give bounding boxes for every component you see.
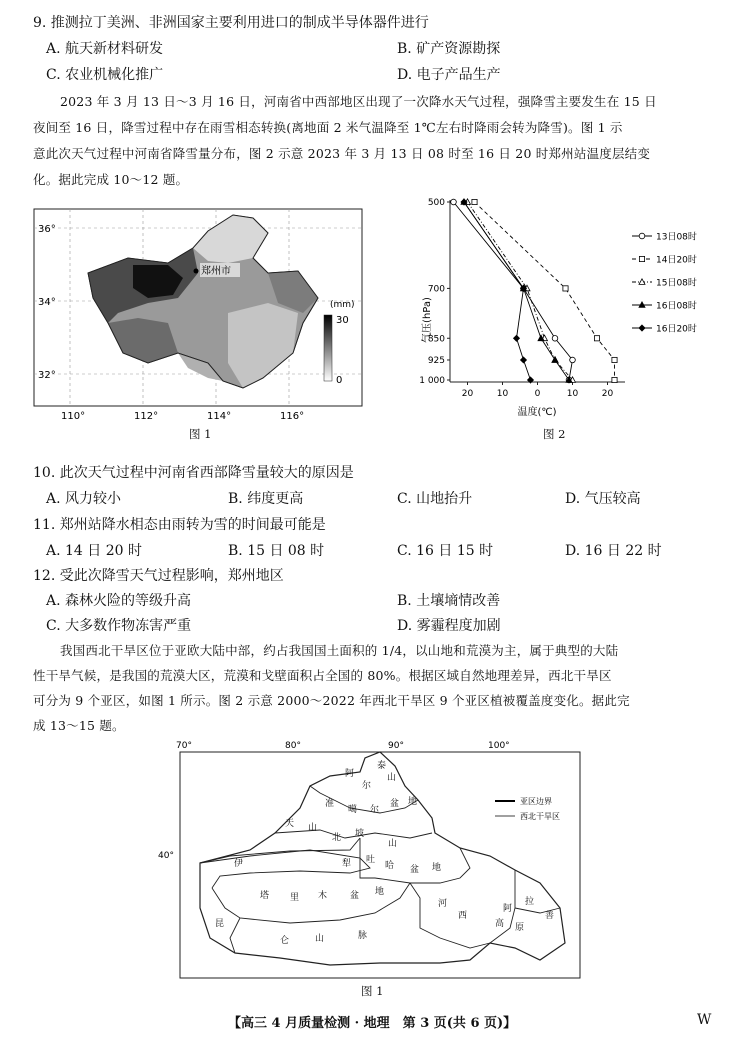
region-char: 泰 (377, 761, 387, 771)
q10-option-d: D. 气压较高 (565, 491, 641, 507)
region-char: 尔 (370, 805, 380, 815)
q10-option-a: A. 风力较小 (46, 491, 122, 507)
y-tick-label: 850 (427, 334, 445, 345)
legend-label: 14日20时 (656, 255, 697, 266)
lon-label-80: 80° (285, 741, 301, 751)
x-tick-label: 0 (534, 389, 541, 399)
q9-option-a: A. 航天新材料研发 (46, 41, 164, 57)
data-point (639, 256, 644, 261)
region-char: 地 (432, 863, 442, 873)
q12-option-b: B. 土壤墒情改善 (397, 593, 501, 609)
q9-option-b: B. 矿产资源勘探 (397, 41, 501, 57)
lat-label-36: 36° (38, 224, 56, 235)
page-footer: 【高三 4 月质量检测 · 地理 第 3 页(共 6 页)】 (228, 1016, 517, 1031)
data-point (639, 233, 645, 239)
lon-label-112: 112° (134, 411, 159, 422)
passage2-line1: 我国西北干旱区位于亚欧大陆中部，约占我国国土面积的 1/4，以山地和荒漠为主，属于典型的大陆 (60, 643, 619, 658)
q11-option-b: B. 15 日 08 时 (228, 543, 325, 559)
region-char: 尔 (362, 781, 372, 791)
lon-label-100: 100° (488, 741, 510, 751)
henan-snowfall-map (28, 203, 368, 425)
lat-label-34: 34° (38, 297, 56, 308)
region-char: 噶 (348, 805, 358, 815)
region-char: 高 (495, 919, 505, 929)
region-char: 阿 (345, 769, 355, 779)
passage1-line4: 化。据此完成 10～12 题。 (33, 172, 189, 187)
data-point (639, 325, 645, 331)
fig2-caption: 图 2 (543, 427, 566, 441)
region-char: 吐 (366, 855, 376, 865)
legend-min: 0 (336, 375, 343, 386)
y-axis-title: 气压(hPa) (422, 297, 433, 343)
lon-label-110: 110° (61, 411, 86, 422)
region-char: 哈 (385, 861, 395, 871)
temperature-profile-chart (400, 192, 730, 424)
lon-label-114: 114° (207, 411, 232, 422)
region-char: 拉 (525, 897, 535, 907)
q11-option-d: D. 16 日 22 时 (565, 543, 662, 559)
region-char: 河 (438, 899, 448, 909)
zhengzhou-dot (194, 269, 199, 274)
passage1-line1: 2023 年 3 月 13 日～3 月 16 日，河南省中西部地区出现了一次降水天气过程，强降雪主要发生在 15 日 (60, 94, 657, 109)
passage2-line3: 可分为 9 个亚区，如图 1 所示。图 2 示意 2000～2022 年西北干旱区 9 个亚区植被覆盖度变化。据此完 (33, 693, 630, 708)
region-char: 里 (290, 893, 300, 903)
region-char: 山 (308, 823, 318, 833)
y-tick-label: 700 (427, 284, 445, 295)
legend-label: 15日08时 (656, 278, 697, 289)
q9-option-d: D. 电子产品生产 (397, 67, 501, 83)
q9-stem: 9. 推测拉丁美洲、非洲国家主要利用进口的制成半导体器件进行 (33, 15, 429, 31)
region-char: 阿 (503, 904, 513, 914)
region-char: 山 (388, 839, 398, 849)
y-tick-label: 925 (427, 355, 445, 366)
fig1-caption: 图 1 (189, 427, 212, 441)
legend-region-label: 西北干旱区 (520, 812, 560, 821)
y-tick-label: 1 000 (419, 376, 445, 386)
region-char: 木 (318, 891, 328, 901)
q12-option-d: D. 雾霾程度加剧 (397, 618, 501, 634)
region-char: 原 (515, 923, 525, 933)
zhengzhou-label: 郑州市 (201, 266, 231, 277)
q12-option-a: A. 森林火险的等级升高 (46, 593, 192, 609)
lon-label-70: 70° (176, 741, 192, 751)
data-point (552, 357, 558, 363)
series-line (475, 202, 615, 380)
northwest-arid-region-map (158, 738, 590, 982)
q9-option-c: C. 农业机械化推广 (46, 67, 164, 83)
lon-label-90: 90° (388, 741, 404, 751)
legend-max: 30 (336, 315, 349, 326)
region-char: 西 (458, 911, 468, 921)
legend-label: 13日08时 (656, 232, 697, 243)
fig3-caption: 图 1 (361, 984, 384, 998)
data-point (612, 357, 617, 362)
x-tick-label: 20 (461, 389, 474, 399)
q11-stem: 11. 郑州站降水相态由雨转为雪的时间最可能是 (33, 517, 326, 533)
region-char: 犁 (342, 859, 352, 869)
region-char: 天 (285, 819, 295, 829)
q10-option-b: B. 纬度更高 (228, 491, 304, 507)
region-char: 山 (387, 773, 397, 783)
q10-stem: 10. 此次天气过程中河南省西部降雪量较大的原因是 (33, 465, 354, 481)
region-char: 山 (315, 934, 325, 944)
data-point (552, 335, 558, 341)
data-point (570, 357, 576, 363)
region-char: 北 (332, 833, 342, 843)
passage1-line2: 夜间至 16 日，降雪过程中存在雨雪相态转换(离地面 2 米气温降至 1℃左右时降雨会转为降雪)。图 1 示 (33, 120, 623, 135)
region-char: 善 (545, 911, 555, 921)
region-char: 盆 (350, 891, 360, 901)
data-point (472, 199, 477, 204)
region-char: 昆 (215, 919, 225, 929)
legend-unit: (mm) (330, 300, 355, 310)
lon-label-116: 116° (280, 411, 305, 422)
data-point (514, 335, 520, 341)
data-point (594, 336, 599, 341)
passage2-line2: 性干旱气候，是我国的荒漠大区，荒漠和戈壁面积占全国的 80%。根据区域自然地理差异，西北干旱区 (33, 668, 612, 683)
data-point (563, 286, 568, 291)
x-axis-title: 温度(℃) (517, 407, 557, 418)
series-line (464, 202, 569, 380)
region-char: 准 (325, 799, 335, 809)
legend-label: 16日08时 (656, 301, 697, 312)
snowfall-color-scale (324, 315, 332, 381)
legend-label: 16日20时 (656, 324, 697, 335)
data-point (612, 377, 617, 382)
region-char: 盆 (390, 799, 400, 809)
region-char: 盆 (410, 865, 420, 875)
legend-subregion-label: 亚区边界 (520, 797, 552, 806)
region-char: 塔 (260, 891, 270, 901)
lat-label-32: 32° (38, 370, 56, 381)
region-char: 坡 (355, 829, 365, 839)
passage1-line3: 意此次天气过程中河南省降雪量分布，图 2 示意 2023 年 3 月 13 日 08 时至 16 日 20 时郑州站温度层结变 (33, 146, 651, 161)
q11-option-a: A. 14 日 20 时 (46, 543, 142, 559)
region-char: 地 (408, 797, 418, 807)
x-tick-label: 10 (496, 389, 509, 399)
series-line (454, 202, 573, 380)
y-tick-label: 500 (427, 198, 445, 208)
region-char: 脉 (358, 931, 368, 941)
region-char: 地 (375, 887, 385, 897)
q11-option-c: C. 16 日 15 时 (397, 543, 494, 559)
footer-mark: W (697, 1012, 712, 1028)
q12-option-c: C. 大多数作物冻害严重 (46, 618, 192, 634)
x-tick-label: 20 (601, 389, 614, 399)
data-point (451, 199, 457, 205)
region-char: 仑 (280, 936, 290, 946)
passage2-line4: 成 13～15 题。 (33, 718, 125, 733)
lat-label-40: 40° (158, 851, 174, 861)
data-point (521, 357, 527, 363)
q10-option-c: C. 山地抬升 (397, 491, 473, 507)
region-char: 伊 (234, 859, 244, 869)
q12-stem: 12. 受此次降雪天气过程影响，郑州地区 (33, 568, 284, 584)
x-tick-label: 10 (566, 389, 579, 399)
